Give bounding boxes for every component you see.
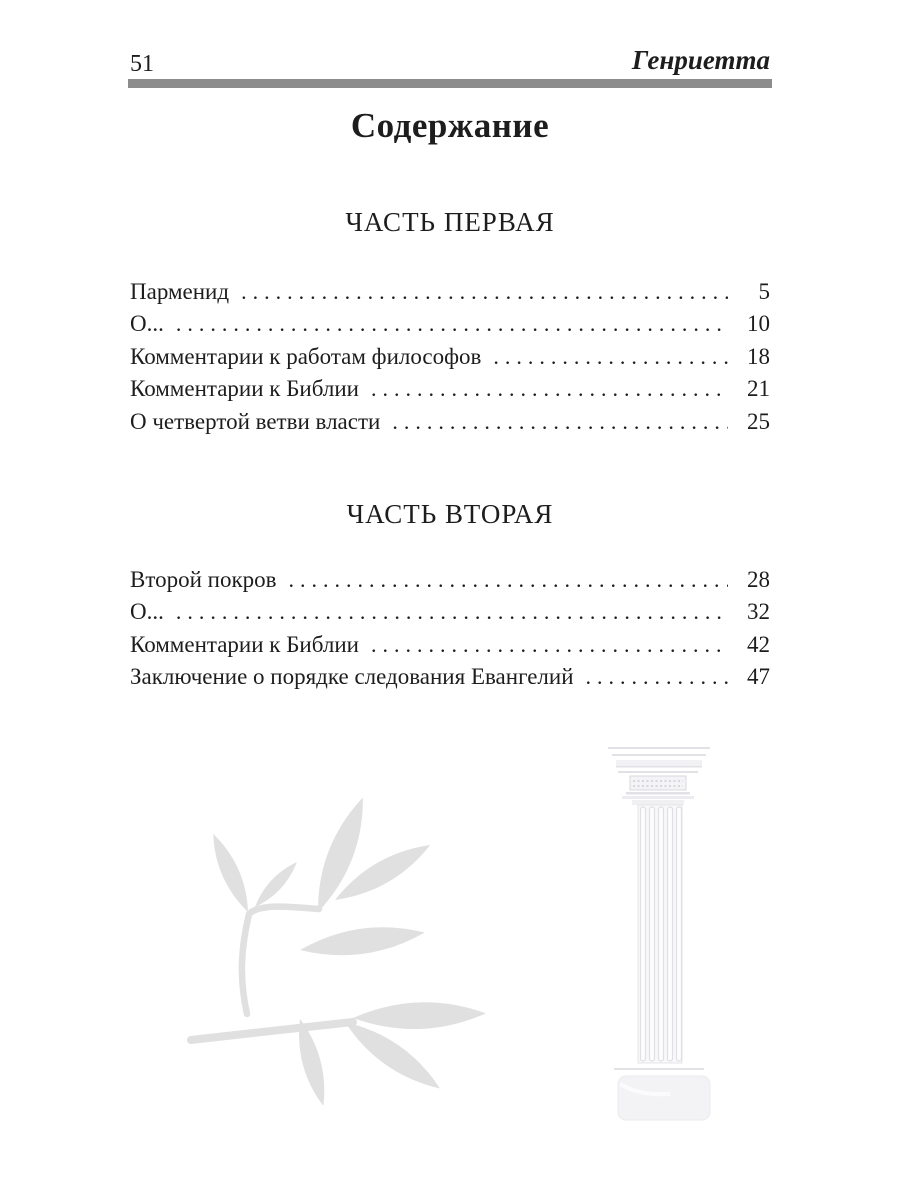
classical-column-icon	[600, 744, 716, 1124]
dot-leader	[371, 373, 728, 405]
toc-part-one	[130, 276, 770, 438]
page-title: Содержание	[350, 106, 550, 145]
toc-entry-page: 25	[747, 408, 770, 434]
toc-entry-title: Парменид	[130, 279, 230, 304]
toc-entry-title: Комментарии к Библии	[130, 376, 359, 402]
toc-entry-page: 42	[747, 631, 770, 657]
toc-entry-page: 18	[747, 343, 770, 369]
dot-leader	[371, 629, 728, 661]
dot-leader	[493, 341, 728, 373]
olive-branch-icon	[185, 782, 505, 1127]
toc-entry-title: О...	[130, 311, 164, 337]
header-rule	[128, 79, 772, 88]
toc-entry-page: 47	[747, 664, 770, 690]
toc-entry	[130, 629, 770, 661]
toc-entry	[130, 596, 770, 628]
toc-entry-title: Второй покров	[130, 567, 277, 592]
toc-entry-page: 32	[747, 599, 770, 625]
toc-entry	[130, 564, 770, 596]
toc-entry	[130, 341, 770, 373]
running-title: Генриетта	[631, 45, 770, 75]
toc-entry-page: 5	[758, 279, 770, 304]
section-heading-part-two: ЧАСТЬ ВТОРАЯ	[346, 499, 554, 529]
dot-leader	[289, 564, 729, 596]
dot-leader	[176, 308, 728, 340]
toc-entry	[130, 308, 770, 340]
toc-entry	[130, 373, 770, 405]
toc-entry-title: Комментарии к работам философов	[130, 343, 482, 369]
toc-entry	[130, 406, 770, 438]
toc-entry-page: 21	[747, 376, 770, 402]
dot-leader	[586, 661, 728, 693]
dot-leader	[392, 406, 728, 438]
toc-entry	[130, 276, 770, 308]
dot-leader	[176, 596, 728, 628]
toc-entry-title: Заключение о порядке следования Евангелий	[130, 664, 574, 690]
toc-part-two	[130, 564, 770, 694]
toc-entry-page: 10	[747, 311, 770, 337]
section-heading-part-one: ЧАСТЬ ПЕРВАЯ	[345, 207, 555, 237]
toc-entry	[130, 661, 770, 693]
toc-entry-title: О четвертой ветви власти	[130, 408, 381, 434]
toc-entry-page: 28	[747, 567, 770, 592]
toc-entry-title: О...	[130, 599, 164, 625]
page-number: 51	[130, 51, 154, 77]
dot-leader	[241, 276, 728, 308]
toc-entry-title: Комментарии к Библии	[130, 631, 359, 657]
